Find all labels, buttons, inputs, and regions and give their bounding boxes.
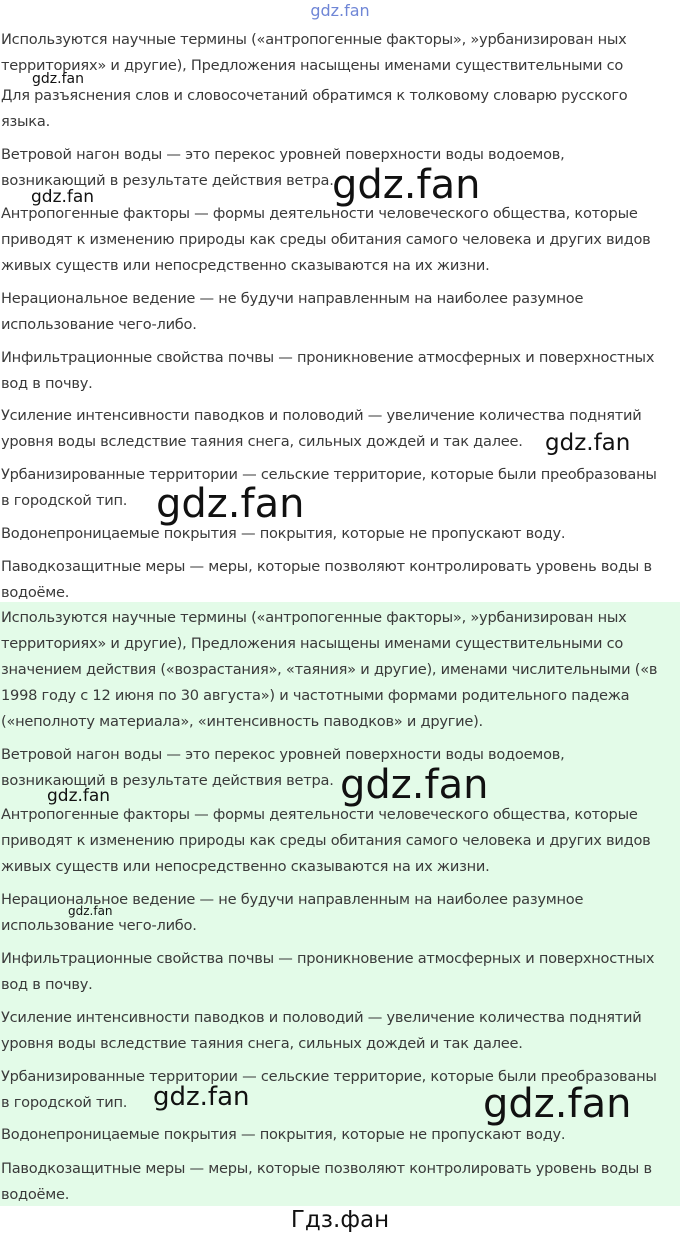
watermark: gdz.fan (68, 904, 113, 918)
paragraph-2-3: Антропогенные факторы — формы деятельности человеческого общества, которые приводят к изменению природы как среды обитания самого человека и других видов живых существ или непосредственно сказываются на их жизни. (1, 806, 651, 875)
paragraph-2-8: Водонепроницаемые покрытия — покрытия, которые не пропускают воду. (1, 1126, 566, 1143)
paragraph-2-5: Инфильтрационные свойства почвы — проникновение атмосферных и поверхностных вод в почву. (1, 950, 655, 993)
watermark: gdz.fan (340, 762, 489, 808)
paragraph-1-9: Водонепроницаемые покрытия — покрытия, которые не пропускают воду. (1, 525, 566, 542)
paragraph-2-6: Усиление интенсивности паводков и половодий — увеличение количества поднятий уровня воды вследствие таяния снега, сильных дождей и так далее. (1, 1009, 642, 1052)
paragraph-1-1: Используются научные термины («антропогенные факторы», »урбанизирован ных территориях» и другие), Предложения насыщены именами существительными со (1, 31, 627, 74)
paragraph-1-4: Антропогенные факторы — формы деятельности человеческого общества, которые приводят к изменению природы как среды обитания самого человека и других видов живых существ или непосредственно сказываются на их жизни. (1, 205, 651, 274)
paragraph-1-6: Инфильтрационные свойства почвы — проникновение атмосферных и поверхностных вод в почву. (1, 349, 655, 392)
watermark: gdz.fan (483, 1081, 632, 1127)
paragraph-2-9: Паводкозащитные меры — меры, которые позволяют контролировать уровень воды в водоёме. (1, 1160, 652, 1203)
paragraph-1-7: Усиление интенсивности паводков и половодий — увеличение количества поднятий уровня воды вследствие таяния снега, сильных дождей и так далее. (1, 407, 642, 450)
paragraph-2-7: Урбанизированные территории — сельские территорие, которые были преобразованы в городской тип. (1, 1068, 657, 1111)
watermark: gdz.fan (47, 786, 111, 806)
paragraph-2-1: Используются научные термины («антропогенные факторы», »урбанизирован ных территориях» и другие), Предложения насыщены именами существительными со значением действия («возрастания», «таяния» и другие), именами числительными («в 1998 году с 12 июня по 30 августа») и частотными формами родительного падежа («неполноту материала», «интенсивность паводков» и другие). (1, 609, 658, 730)
paragraph-2-4: Нерациональное ведение — не будучи направленным на наиболее разумное использование чего-либо. (1, 891, 584, 934)
watermark: gdz.fan (32, 71, 84, 87)
watermark: gdz.fan (153, 1082, 250, 1112)
site-link[interactable]: gdz.fan (310, 1, 370, 20)
watermark: gdz.fan (332, 162, 481, 208)
paragraph-2-2: Ветровой нагон воды — это перекос уровней поверхности воды водоемов, возникающий в результате действия ветра. (1, 746, 565, 789)
paragraph-1-5: Нерациональное ведение — не будучи направленным на наиболее разумное использование чего-либо. (1, 290, 584, 333)
watermark: gdz.fan (156, 481, 305, 527)
footer-caption: Гдз.фан (290, 1207, 390, 1233)
watermark: gdz.fan (31, 187, 95, 207)
paragraph-1-10: Паводкозащитные меры — меры, которые позволяют контролировать уровень воды в водоёме. (1, 558, 652, 601)
watermark: gdz.fan (545, 430, 631, 456)
paragraph-1-2: Для разъяснения слов и словосочетаний обратимся к толковому словарю русского языка. (1, 87, 628, 130)
paragraph-1-8: Урбанизированные территории — сельские территорие, которые были преобразованы в городской тип. (1, 466, 657, 509)
paragraph-1-3: Ветровой нагон воды — это перекос уровней поверхности воды водоемов, возникающий в результате действия ветра. (1, 146, 565, 189)
